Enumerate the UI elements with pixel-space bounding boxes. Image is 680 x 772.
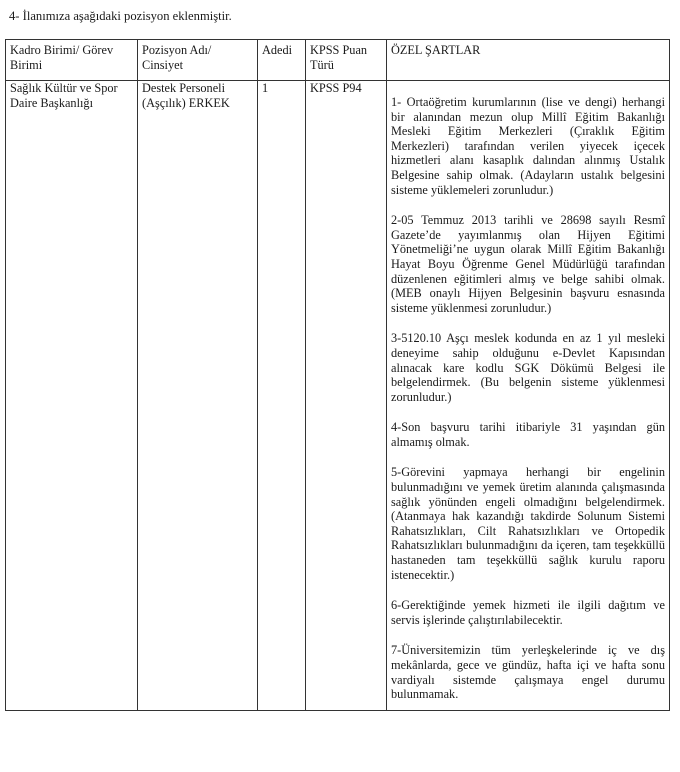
table-row [6,81,670,711]
condition-item: 2-05 Temmuz 2013 tarihli ve 28698 sayılı Resmî Gazete’de yayımlanmış olan Hijyen Eğitimi Yönetmeliği’ne uygun olarak Millî Eğitim Bakanlığı Hayat Boyu Öğrenme Genel Müdürlüğü tarafından düzenlenen eğitimleri almış ve belge sahibi olmak. (MEB onaylı Hijyen Belgesinin başvuru esnasında sisteme yüklenmesi zorunludur.) [391,213,665,315]
header-count: Adedi [258,40,306,81]
condition-item: 1- Ortaöğretim kurumlarının (lise ve dengi) herhangi bir alanından mezun olup Millî Eğitim Bakanlığı Mesleki Eğitim Merkezleri (Çıraklık Eğitim Merkezleri) tarafından verilen yiyecek içecek hizmetleri alanı kasaplık dalından alınmış Ustalık Belgesine sahip olmak. (Adayların ustalık belgesini sisteme yüklemeleri zorunludur.) [391,95,665,197]
table-header [6,40,670,81]
cell-count: 1 [258,81,306,711]
condition-item: 4-Son başvuru tarihi itibariyle 31 yaşından gün almamış olmak. [391,420,665,449]
cell-unit: Sağlık Kültür ve Spor Daire Başkanlığı [6,81,138,711]
header-position: Pozisyon Adı/ Cinsiyet [138,40,258,81]
condition-item: 7-Üniversitemizin tüm yerleşkelerinde iç ve dış mekânlarda, gece ve gündüz, hafta içi ve hafta sonu vardiyalı sistemde çalışmaya engel durumu bulunmamak. [391,643,665,702]
cell-position: Destek Personeli (Aşçılık) ERKEK [138,81,258,711]
position-table [5,39,670,711]
condition-item: 6-Gerektiğinde yemek hizmeti ile ilgili dağıtım ve servis işlerinde çalıştırılabilecektir. [391,598,665,627]
condition-item: 5-Görevini yapmaya herhangi bir engelinin bulunmadığını ve yemek üretim alanında çalışmasında sağlık yönünden engeli olmadığını belgelendirmek. (Atanmaya hak kazandığı takdirde Solunum Sistemi Rahatsızlıkları, Cilt Rahatsızlıkları ve Ortopedik Rahatsızlıkları bulunmadığını da içeren, tam teşekküllü hastaneden tam teşekküllü sağlık kurulu raporu istenecektir.) [391,465,665,582]
header-row [6,40,670,81]
condition-item: 3-5120.10 Aşçı meslek kodunda en az 1 yıl mesleki deneyime sahip olduğunu e-Devlet Kapısından alınacak kare kodlu SGK Dökümü Belgesi ile belgelendirmek. (Bu belgenin sisteme yüklenmesi zorunludur.) [391,331,665,404]
cell-kpss-type: KPSS P94 [306,81,387,711]
header-unit: Kadro Birimi/ Görev Birimi [6,40,138,81]
header-kpss-type: KPSS Puan Türü [306,40,387,81]
intro-text: 4- İlanımıza aşağıdaki pozisyon eklenmiştir. [9,9,232,23]
cell-special-conditions [387,81,670,711]
conditions-list [391,95,665,702]
header-special-conditions: ÖZEL ŞARTLAR [387,40,670,81]
